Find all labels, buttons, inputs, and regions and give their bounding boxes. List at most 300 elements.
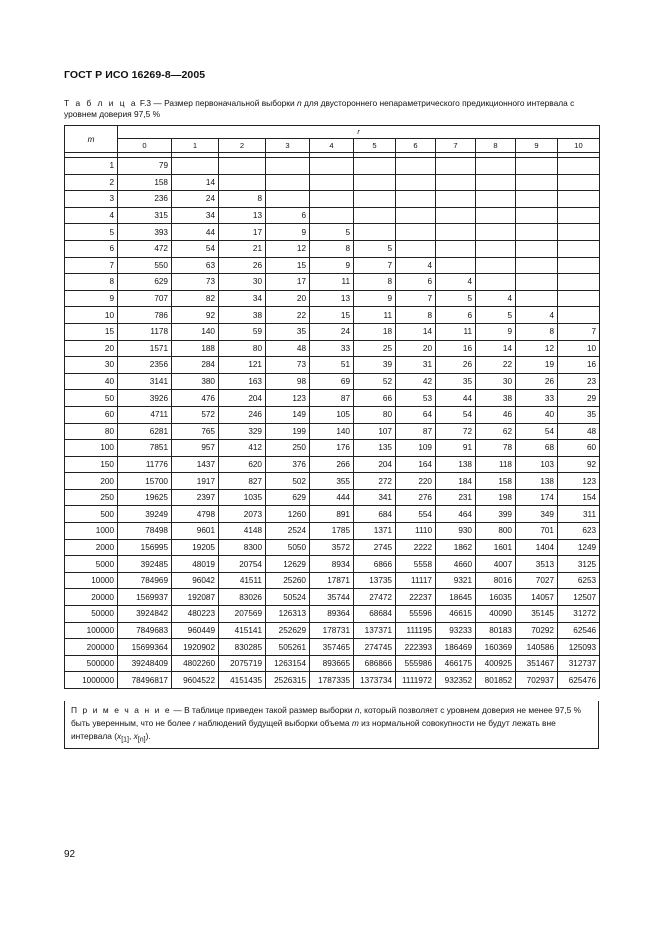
value-cell: 266: [310, 456, 354, 473]
value-cell: 207569: [219, 606, 266, 623]
r-value-header: 2: [219, 139, 266, 153]
caption-text-a: F.3 — Размер первоначальной выборки: [137, 98, 297, 108]
note-sub: [n]: [137, 736, 146, 744]
value-cell: 40090: [476, 606, 516, 623]
value-cell: 629: [266, 489, 310, 506]
value-cell: 26: [436, 357, 476, 374]
value-cell: 48: [266, 340, 310, 357]
value-cell: 1785: [310, 523, 354, 540]
value-cell: 42: [396, 373, 436, 390]
value-cell: 9: [266, 224, 310, 241]
value-cell: 5050: [266, 539, 310, 556]
value-cell: 23: [558, 373, 600, 390]
value-cell: 4798: [172, 506, 219, 523]
m-value-cell: 500000: [65, 655, 118, 672]
value-cell: 138: [436, 456, 476, 473]
table-row: [65, 606, 600, 623]
value-cell: 33: [516, 390, 558, 407]
value-cell: 199: [266, 423, 310, 440]
note-label: П р и м е ч а н и е: [71, 705, 172, 715]
value-cell: 376: [266, 456, 310, 473]
value-cell: [310, 158, 354, 175]
value-cell: 8: [310, 240, 354, 257]
value-cell: 629: [118, 274, 172, 291]
value-cell: 1260: [266, 506, 310, 523]
value-cell: 105: [310, 406, 354, 423]
value-cell: 68: [516, 440, 558, 457]
value-cell: [516, 240, 558, 257]
note-var-m: m: [351, 718, 359, 728]
value-cell: 4: [476, 290, 516, 307]
table-row: [65, 390, 600, 407]
value-cell: 1111972: [396, 672, 436, 689]
value-cell: 329: [219, 423, 266, 440]
m-value-cell: 3: [65, 191, 118, 208]
value-cell: 2075719: [219, 655, 266, 672]
table-row: [65, 357, 600, 374]
value-cell: 24: [172, 191, 219, 208]
m-value-cell: 200000: [65, 639, 118, 656]
value-cell: 1371: [354, 523, 396, 540]
value-cell: 231: [436, 489, 476, 506]
value-cell: 1249: [558, 539, 600, 556]
value-cell: 33: [310, 340, 354, 357]
value-cell: [354, 191, 396, 208]
note-var-r: r: [193, 718, 196, 728]
value-cell: 123: [266, 390, 310, 407]
value-cell: 16: [436, 340, 476, 357]
value-cell: [558, 191, 600, 208]
value-cell: 44: [436, 390, 476, 407]
value-cell: 12507: [558, 589, 600, 606]
m-value-cell: 5000: [65, 556, 118, 573]
value-cell: [436, 158, 476, 175]
value-cell: 8016: [476, 572, 516, 589]
value-cell: 18: [354, 323, 396, 340]
r-value-header: 6: [396, 139, 436, 153]
value-cell: 250: [266, 440, 310, 457]
m-value-cell: 500: [65, 506, 118, 523]
value-cell: 87: [310, 390, 354, 407]
m-value-cell: 7: [65, 257, 118, 274]
value-cell: 4: [436, 274, 476, 291]
value-cell: 64: [396, 406, 436, 423]
value-cell: 1404: [516, 539, 558, 556]
m-value-cell: 60: [65, 406, 118, 423]
value-cell: 786: [118, 307, 172, 324]
m-value-cell: 10: [65, 307, 118, 324]
value-cell: 4: [516, 307, 558, 324]
value-cell: 63: [172, 257, 219, 274]
value-cell: 87: [396, 423, 436, 440]
value-cell: 393: [118, 224, 172, 241]
value-cell: 1110: [396, 523, 436, 540]
table-row: [65, 406, 600, 423]
m-value-cell: 1: [65, 158, 118, 175]
m-value-cell: 2000: [65, 539, 118, 556]
value-cell: 9604522: [172, 672, 219, 689]
value-cell: [436, 240, 476, 257]
value-cell: 555986: [396, 655, 436, 672]
value-cell: 19625: [118, 489, 172, 506]
value-cell: 22237: [396, 589, 436, 606]
value-cell: 192087: [172, 589, 219, 606]
sample-size-table: [64, 125, 600, 689]
value-cell: 6253: [558, 572, 600, 589]
value-cell: 236: [118, 191, 172, 208]
value-cell: [266, 191, 310, 208]
value-cell: 572: [172, 406, 219, 423]
value-cell: 893665: [310, 655, 354, 672]
table-row: [65, 423, 600, 440]
value-cell: 4: [396, 257, 436, 274]
r-value-header: 7: [436, 139, 476, 153]
value-cell: 54: [172, 240, 219, 257]
value-cell: 11: [354, 307, 396, 324]
table-row: [65, 307, 600, 324]
value-cell: 140: [172, 323, 219, 340]
value-cell: 1035: [219, 489, 266, 506]
value-cell: 15: [266, 257, 310, 274]
caption-var-n: n: [296, 98, 302, 108]
value-cell: 140: [310, 423, 354, 440]
value-cell: 8: [516, 323, 558, 340]
value-cell: 444: [310, 489, 354, 506]
note-sub: [1]: [121, 736, 129, 744]
value-cell: 380: [172, 373, 219, 390]
value-cell: [172, 158, 219, 175]
table-row: [65, 207, 600, 224]
value-cell: 9: [476, 323, 516, 340]
m-value-cell: 1000000: [65, 672, 118, 689]
value-cell: 198: [476, 489, 516, 506]
m-value-cell: 200: [65, 473, 118, 490]
m-value-cell: 10000: [65, 572, 118, 589]
value-cell: 7: [354, 257, 396, 274]
value-cell: 20754: [219, 556, 266, 573]
r-value-header: 8: [476, 139, 516, 153]
m-value-cell: 15: [65, 323, 118, 340]
r-value-header: 1: [172, 139, 219, 153]
value-cell: 89364: [310, 606, 354, 623]
value-cell: 1920902: [172, 639, 219, 656]
value-cell: 126313: [266, 606, 310, 623]
value-cell: 82: [172, 290, 219, 307]
value-cell: 26: [219, 257, 266, 274]
value-cell: 109: [396, 440, 436, 457]
value-cell: 204: [219, 390, 266, 407]
value-cell: [436, 257, 476, 274]
value-cell: 392485: [118, 556, 172, 573]
value-cell: 684: [354, 506, 396, 523]
value-cell: [219, 174, 266, 191]
table-row: [65, 489, 600, 506]
value-cell: 39248409: [118, 655, 172, 672]
value-cell: 156995: [118, 539, 172, 556]
value-cell: 16035: [476, 589, 516, 606]
value-cell: 54: [516, 423, 558, 440]
value-cell: 30: [219, 274, 266, 291]
value-cell: 38: [219, 307, 266, 324]
value-cell: 13: [219, 207, 266, 224]
value-cell: 30: [476, 373, 516, 390]
value-cell: 55596: [396, 606, 436, 623]
value-cell: 3141: [118, 373, 172, 390]
value-cell: 17: [219, 224, 266, 241]
value-cell: 80: [354, 406, 396, 423]
value-cell: [558, 174, 600, 191]
value-cell: 2397: [172, 489, 219, 506]
value-cell: [558, 257, 600, 274]
table-row: [65, 556, 600, 573]
value-cell: 7027: [516, 572, 558, 589]
value-cell: [476, 191, 516, 208]
value-cell: 14: [172, 174, 219, 191]
m-value-cell: 100: [65, 440, 118, 457]
value-cell: 118: [476, 456, 516, 473]
value-cell: 35: [558, 406, 600, 423]
value-cell: 220: [396, 473, 436, 490]
m-value-cell: 6: [65, 240, 118, 257]
value-cell: [558, 240, 600, 257]
page-number: 92: [64, 849, 76, 860]
value-cell: 1437: [172, 456, 219, 473]
value-cell: 8: [354, 274, 396, 291]
value-cell: 312737: [558, 655, 600, 672]
value-cell: 83026: [219, 589, 266, 606]
value-cell: 46: [476, 406, 516, 423]
value-cell: 3924842: [118, 606, 172, 623]
table-row: [65, 639, 600, 656]
value-cell: [396, 191, 436, 208]
value-cell: [266, 158, 310, 175]
value-cell: 48019: [172, 556, 219, 573]
value-cell: [476, 174, 516, 191]
table-caption: [64, 98, 604, 120]
table-body: [65, 153, 600, 689]
value-cell: 15: [310, 307, 354, 324]
value-cell: 14: [476, 340, 516, 357]
value-cell: [354, 158, 396, 175]
value-cell: 1917: [172, 473, 219, 490]
value-cell: [436, 224, 476, 241]
value-cell: 930: [436, 523, 476, 540]
value-cell: 7851: [118, 440, 172, 457]
value-cell: 40: [516, 406, 558, 423]
value-cell: 400925: [476, 655, 516, 672]
value-cell: 7: [558, 323, 600, 340]
value-cell: 1787335: [310, 672, 354, 689]
table-row: [65, 456, 600, 473]
value-cell: 107: [354, 423, 396, 440]
value-cell: 123: [558, 473, 600, 490]
value-cell: 59: [219, 323, 266, 340]
value-cell: 891: [310, 506, 354, 523]
table-row: [65, 224, 600, 241]
m-value-cell: 20: [65, 340, 118, 357]
value-cell: 4802260: [172, 655, 219, 672]
value-cell: 93233: [436, 622, 476, 639]
value-cell: 158: [118, 174, 172, 191]
note-text: из нормальной совокупности не будут лежать вне интервала (: [71, 718, 556, 741]
value-cell: 620: [219, 456, 266, 473]
value-cell: 41511: [219, 572, 266, 589]
value-cell: [476, 240, 516, 257]
value-cell: 466175: [436, 655, 476, 672]
value-cell: [396, 207, 436, 224]
value-cell: 79: [118, 158, 172, 175]
value-cell: 9: [354, 290, 396, 307]
value-cell: 5: [476, 307, 516, 324]
table-row: [65, 323, 600, 340]
value-cell: 19: [516, 357, 558, 374]
value-cell: 476: [172, 390, 219, 407]
r-values-row: [65, 139, 600, 153]
table-row: [65, 340, 600, 357]
value-cell: 502: [266, 473, 310, 490]
value-cell: 72: [436, 423, 476, 440]
m-value-cell: 150: [65, 456, 118, 473]
value-cell: 702937: [516, 672, 558, 689]
value-cell: [516, 224, 558, 241]
value-cell: 140586: [516, 639, 558, 656]
m-value-cell: 20000: [65, 589, 118, 606]
value-cell: 827: [219, 473, 266, 490]
table-row: [65, 539, 600, 556]
r-value-header: 9: [516, 139, 558, 153]
value-cell: 357465: [310, 639, 354, 656]
value-cell: 17871: [310, 572, 354, 589]
table-row: [65, 257, 600, 274]
value-cell: [516, 158, 558, 175]
m-value-cell: 1000: [65, 523, 118, 540]
value-cell: 24: [310, 323, 354, 340]
value-cell: 11: [436, 323, 476, 340]
value-cell: 505261: [266, 639, 310, 656]
value-cell: [476, 158, 516, 175]
value-cell: 3513: [516, 556, 558, 573]
value-cell: 78: [476, 440, 516, 457]
value-cell: 625476: [558, 672, 600, 689]
value-cell: 5: [354, 240, 396, 257]
value-cell: 14: [396, 323, 436, 340]
table-row: [65, 572, 600, 589]
value-cell: 60: [558, 440, 600, 457]
table-row: [65, 622, 600, 639]
value-cell: [516, 257, 558, 274]
value-cell: 163: [219, 373, 266, 390]
value-cell: 349: [516, 506, 558, 523]
value-cell: 623: [558, 523, 600, 540]
value-cell: [396, 224, 436, 241]
table-row: [65, 440, 600, 457]
value-cell: [516, 207, 558, 224]
value-cell: 222393: [396, 639, 436, 656]
r-value-header: 3: [266, 139, 310, 153]
m-value-cell: 4: [65, 207, 118, 224]
value-cell: 246: [219, 406, 266, 423]
value-cell: 355: [310, 473, 354, 490]
m-column-header: m: [65, 126, 118, 153]
m-value-cell: 50000: [65, 606, 118, 623]
value-cell: 204: [354, 456, 396, 473]
value-cell: 6866: [354, 556, 396, 573]
value-cell: 54: [436, 406, 476, 423]
value-cell: 188: [172, 340, 219, 357]
value-cell: 399: [476, 506, 516, 523]
table-row: [65, 589, 600, 606]
r-value-header: 5: [354, 139, 396, 153]
value-cell: 480223: [172, 606, 219, 623]
value-cell: 274745: [354, 639, 396, 656]
value-cell: [558, 158, 600, 175]
table-row: [65, 473, 600, 490]
value-cell: 137371: [354, 622, 396, 639]
value-cell: 8934: [310, 556, 354, 573]
value-cell: 13735: [354, 572, 396, 589]
value-cell: [516, 274, 558, 291]
value-cell: 311: [558, 506, 600, 523]
note-text: ).: [145, 731, 151, 741]
table-row: [65, 506, 600, 523]
value-cell: 96042: [172, 572, 219, 589]
r-value-header: 10: [558, 139, 600, 153]
value-cell: 174: [516, 489, 558, 506]
value-cell: 13: [310, 290, 354, 307]
value-cell: 80: [219, 340, 266, 357]
value-cell: 3572: [310, 539, 354, 556]
table-row: [65, 290, 600, 307]
value-cell: [476, 257, 516, 274]
value-cell: 932352: [436, 672, 476, 689]
value-cell: 51: [310, 357, 354, 374]
value-cell: 44: [172, 224, 219, 241]
table-row: [65, 174, 600, 191]
m-value-cell: 30: [65, 357, 118, 374]
value-cell: 184: [436, 473, 476, 490]
value-cell: 2524: [266, 523, 310, 540]
value-cell: [476, 224, 516, 241]
table-row: [65, 672, 600, 689]
value-cell: [558, 224, 600, 241]
value-cell: 18645: [436, 589, 476, 606]
value-cell: [396, 174, 436, 191]
value-cell: 6: [396, 274, 436, 291]
value-cell: 15699364: [118, 639, 172, 656]
value-cell: 315: [118, 207, 172, 224]
value-cell: 34: [219, 290, 266, 307]
value-cell: 20: [266, 290, 310, 307]
value-cell: 35744: [310, 589, 354, 606]
value-cell: 4007: [476, 556, 516, 573]
value-cell: 52: [354, 373, 396, 390]
value-cell: 17: [266, 274, 310, 291]
value-cell: 6: [436, 307, 476, 324]
value-cell: 4151435: [219, 672, 266, 689]
value-cell: [396, 158, 436, 175]
value-cell: 3125: [558, 556, 600, 573]
table-note: [64, 701, 599, 749]
value-cell: 39: [354, 357, 396, 374]
table-row: [65, 240, 600, 257]
value-cell: 9601: [172, 523, 219, 540]
value-cell: 69: [310, 373, 354, 390]
m-value-cell: 5: [65, 224, 118, 241]
m-value-cell: 9: [65, 290, 118, 307]
value-cell: 686866: [354, 655, 396, 672]
value-cell: 5558: [396, 556, 436, 573]
value-cell: 27472: [354, 589, 396, 606]
